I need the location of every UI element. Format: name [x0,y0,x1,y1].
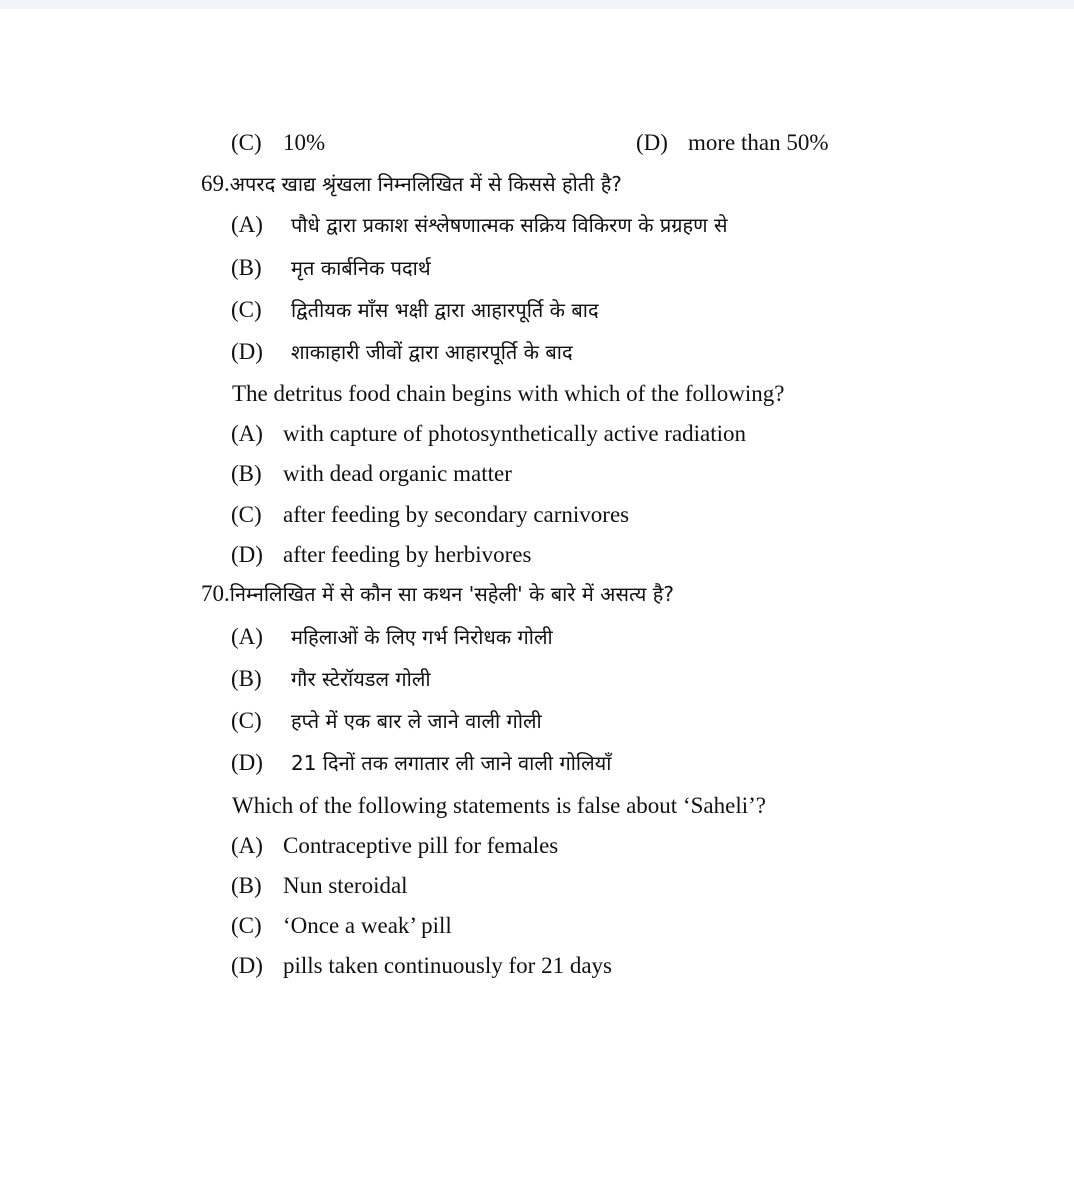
q70-hindi-option-b [231,665,431,693]
option-label: (B) [231,255,262,280]
q70-english-option-a [231,832,558,860]
top-bar [0,0,1074,9]
option-label: (D) [231,339,263,364]
q69-hindi-option-b [231,254,431,282]
option-text: गौर स्टेरॉयडल गोली [291,667,431,691]
q69-english-option-d [231,541,531,569]
q69-english-option-b [231,460,512,488]
option-label: (B) [231,873,262,898]
q70-english-option-d [231,952,612,980]
option-text: after feeding by herbivores [283,542,532,567]
prev-option-c [231,129,325,157]
option-label: (A) [231,624,263,649]
q70-hindi-option-a [231,623,553,651]
option-text: Contraceptive pill for females [283,833,559,858]
question-69-english: The detritus food chain begins with which of the following? [232,381,785,406]
option-text: pills taken continuously for 21 days [283,953,612,978]
option-label: (D) [636,130,668,155]
option-label: (C) [231,130,262,155]
option-text: after feeding by secondary carnivores [283,502,630,527]
option-label: (A) [231,212,263,237]
q70-hindi-option-d [231,749,611,777]
option-text: द्वितीयक माँस भक्षी द्वारा आहारपूर्ति के बाद [291,298,599,322]
question-70-hindi [201,580,674,608]
option-label: (B) [231,461,262,486]
option-label: (C) [231,913,262,938]
option-text: ‘Once a weak’ pill [283,913,452,938]
option-label: (D) [231,542,263,567]
question-number: 69. [201,171,230,196]
option-text: शाकाहारी जीवों द्वारा आहारपूर्ति के बाद [291,340,573,364]
q70-english-option-b [231,872,408,900]
question-text: निम्नलिखित में से कौन सा कथन 'सहेली' के बारे में असत्य है? [229,582,674,606]
q69-english-option-c [231,501,629,529]
option-label: (A) [231,833,263,858]
question-70-english: Which of the following statements is false about ‘Saheli’? [232,793,766,818]
q69-hindi-option-a [231,211,727,239]
option-text: more than 50% [688,130,829,155]
q69-english-option-a [231,420,746,448]
question-69-hindi [201,170,622,198]
q70-hindi-option-c [231,707,542,735]
question-text: अपरद खाद्य श्रृंखला निम्नलिखित में से किससे होती है? [229,172,622,196]
option-text: महिलाओं के लिए गर्भ निरोधक गोली [291,625,553,649]
option-text: मृत कार्बनिक पदार्थ [291,256,431,280]
q69-hindi-option-d [231,338,573,366]
option-label: (A) [231,421,263,446]
option-text: हप्ते में एक बार ले जाने वाली गोली [291,709,542,733]
option-text: with dead organic matter [283,461,512,486]
option-label: (B) [231,666,262,691]
option-text: 21 दिनों तक लगातार ली जाने वाली गोलियाँ [291,751,612,775]
question-number: 70. [201,581,230,606]
q70-english-option-c [231,912,452,940]
option-label: (C) [231,708,262,733]
option-label: (C) [231,297,262,322]
option-text: with capture of photosynthetically active radiation [283,421,747,446]
option-text: पौधे द्वारा प्रकाश संश्लेषणात्मक सक्रिय विकिरण के प्रग्रहण से [291,213,728,237]
prev-option-d [636,129,829,157]
option-text: Nun steroidal [283,873,408,898]
option-text: 10% [283,130,326,155]
option-label: (D) [231,953,263,978]
option-label: (C) [231,502,262,527]
option-label: (D) [231,750,263,775]
q69-hindi-option-c [231,296,599,324]
